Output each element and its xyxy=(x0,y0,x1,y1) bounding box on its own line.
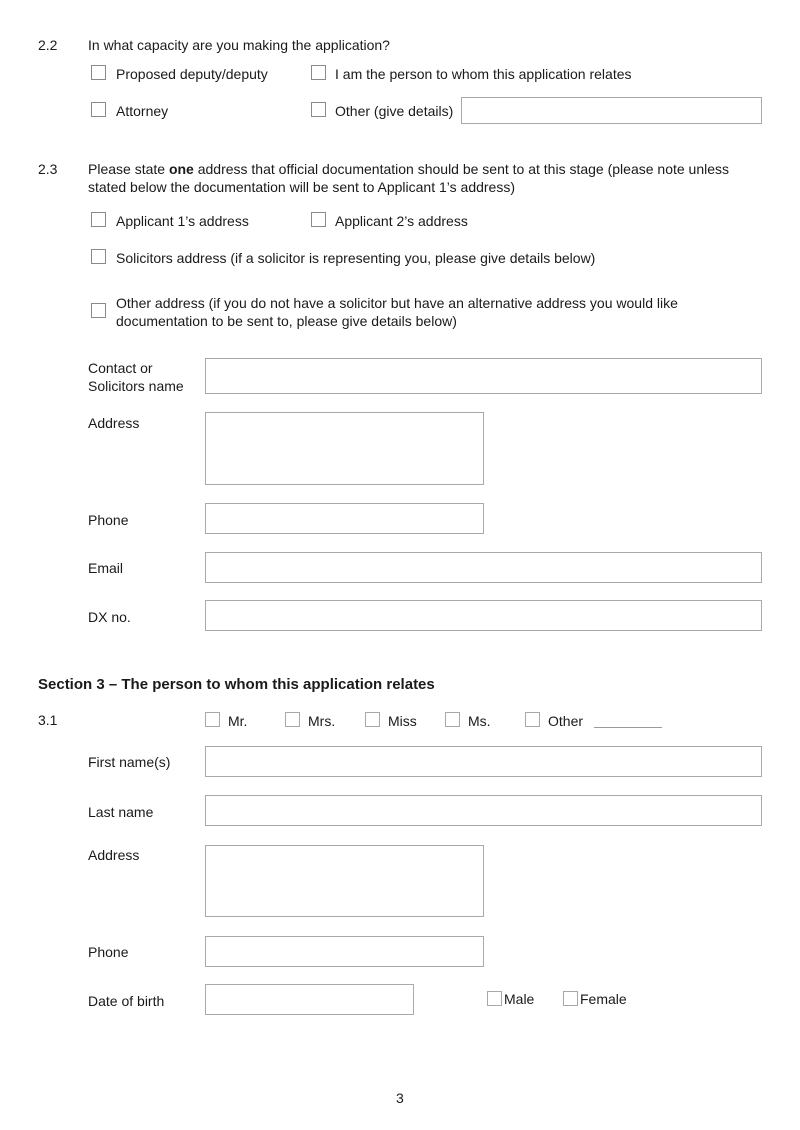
checkbox-person-relates[interactable] xyxy=(311,65,326,80)
question-2-3-text-start: Please state xyxy=(88,161,169,177)
label-contact-email: Email xyxy=(88,560,124,576)
label-title-ms: Ms. xyxy=(468,713,491,729)
label-other-address: Other address (if you do not have a solicitor but have an alternative address you would like documentation to be sent to, please give details below) xyxy=(116,295,678,329)
label-title-mr: Mr. xyxy=(228,713,248,729)
label-contact-address: Address xyxy=(88,415,140,431)
label-title-other: Other xyxy=(548,713,584,729)
checkbox-applicant1-address[interactable] xyxy=(91,212,106,227)
label-last-name: Last name xyxy=(88,804,154,820)
title-other-underline[interactable] xyxy=(594,727,662,728)
question-2-3-text xyxy=(88,160,760,196)
checkbox-proposed-deputy[interactable] xyxy=(91,65,106,80)
first-name-field[interactable] xyxy=(205,746,762,777)
label-contact-dx: DX no. xyxy=(88,609,131,625)
contact-dx-field[interactable] xyxy=(205,600,762,631)
question-2-3-emphasis: one xyxy=(168,161,194,177)
last-name-field[interactable] xyxy=(205,795,762,826)
page-number: 3 xyxy=(396,1090,404,1106)
label-title-mrs: Mrs. xyxy=(308,713,336,729)
person-phone-field[interactable] xyxy=(205,936,484,967)
checkbox-applicant2-address[interactable] xyxy=(311,212,326,227)
question-2-3-text-end: address that official documentation should be sent to at this stage (please note unless stated below the documentation will be sent to Applicant 1’s address) xyxy=(88,161,730,195)
checkbox-title-miss[interactable] xyxy=(365,712,380,727)
label-attorney: Attorney xyxy=(116,103,169,119)
checkbox-male[interactable] xyxy=(487,991,502,1006)
label-person-phone: Phone xyxy=(88,944,129,960)
question-number-3-1: 3.1 xyxy=(38,712,58,728)
question-number-2-3: 2.3 xyxy=(38,161,58,177)
label-title-miss: Miss xyxy=(388,713,417,729)
checkbox-title-mr[interactable] xyxy=(205,712,220,727)
label-proposed-deputy: Proposed deputy/deputy xyxy=(116,66,268,82)
checkbox-title-other[interactable] xyxy=(525,712,540,727)
label-contact-line1: Contact or xyxy=(88,360,153,376)
checkbox-female[interactable] xyxy=(563,991,578,1006)
label-person-relates: I am the person to whom this application relates xyxy=(335,66,632,82)
section-3-heading: Section 3 – The person to whom this application relates xyxy=(38,676,435,693)
checkbox-solicitor-address[interactable] xyxy=(91,249,106,264)
label-female: Female xyxy=(580,991,627,1007)
person-address-field[interactable] xyxy=(205,845,484,917)
contact-email-field[interactable] xyxy=(205,552,762,583)
label-applicant2-address: Applicant 2’s address xyxy=(335,213,468,229)
label-contact-line2: Solicitors name xyxy=(88,378,184,394)
contact-name-field[interactable] xyxy=(205,358,762,394)
checkbox-title-ms[interactable] xyxy=(445,712,460,727)
checkbox-other-address[interactable] xyxy=(91,303,106,318)
label-solicitor-address: Solicitors address (if a solicitor is representing you, please give details below) xyxy=(116,250,596,266)
label-first-name: First name(s) xyxy=(88,754,171,770)
label-contact-phone: Phone xyxy=(88,512,129,528)
question-number-2-2: 2.2 xyxy=(38,37,58,53)
question-2-2-text: In what capacity are you making the application? xyxy=(88,37,390,53)
date-of-birth-field[interactable] xyxy=(205,984,414,1015)
capacity-other-details-field[interactable] xyxy=(461,97,762,124)
label-capacity-other: Other (give details) xyxy=(335,103,454,119)
label-date-of-birth: Date of birth xyxy=(88,993,165,1009)
checkbox-capacity-other[interactable] xyxy=(311,102,326,117)
checkbox-attorney[interactable] xyxy=(91,102,106,117)
label-person-address: Address xyxy=(88,847,140,863)
checkbox-title-mrs[interactable] xyxy=(285,712,300,727)
contact-address-field[interactable] xyxy=(205,412,484,485)
label-male: Male xyxy=(504,991,535,1007)
contact-phone-field[interactable] xyxy=(205,503,484,534)
label-applicant1-address: Applicant 1’s address xyxy=(116,213,249,229)
